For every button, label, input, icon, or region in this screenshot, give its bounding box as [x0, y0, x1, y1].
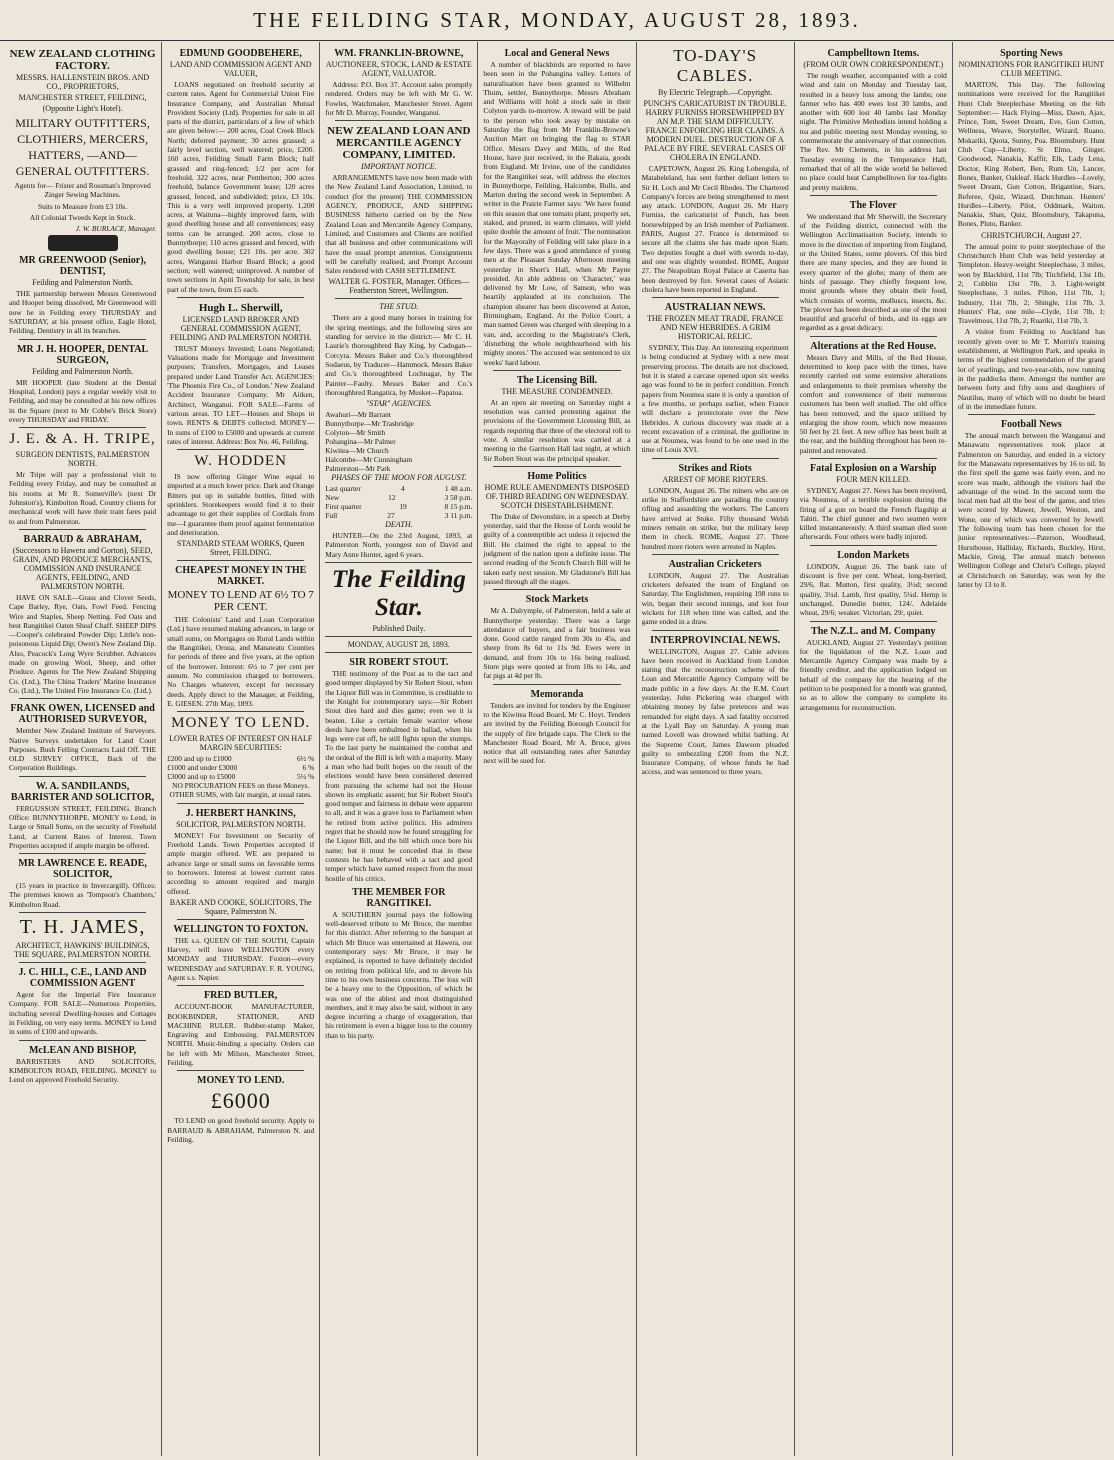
sporting-sub: NOMINATIONS FOR RANGITIKEI HUNT CLUB MEETING. [958, 60, 1105, 78]
ad-reade-body: (15 years in practice in Invercargill). Offices: The premises known as 'Tompson's Chambers,' Kimbolton Road. [9, 881, 157, 909]
ad-greenwood-place: Feilding and Palmerston North. [32, 278, 134, 288]
stud-body: There are a good many horses in training for the spring meetings, and the following sires are standing for service in the district:— Mr C. H. Laurie's thoroughbred Bay King, by Cadogan—Corcyra. Messrs Baker and Co.'s thoroughbred Sodaeus, by Traducer—Hammock. Messrs Baker and Co.'s thoroughbred Lochnagar, by The Painter—Faulty. Messrs Baker and Co.'s thoroughbred Rangatira, by Musket—Papatoa. [325, 313, 473, 397]
ad-clothing-manager: J. W. BURLACE, Manager. [75, 224, 157, 234]
column-1 [4, 42, 162, 1456]
column-4 [478, 42, 636, 1456]
list-item: Awahuri—Mr Barrant [325, 410, 391, 420]
ad-mclean-body: BARRISTERS AND SOLICITORS, KIMBOLTON ROAD, FEILDING. MONEY to Lend on approved Freehold Security. [9, 1056, 157, 1085]
ad-hankins-sub: SOLICITOR, PALMERSTON NORTH. [176, 819, 306, 829]
licensing-sub: THE MEASURE CONDEMNED. [501, 386, 613, 396]
licensing-body: At an open air meeting on Saturday night a resolution was carried protesting against the provisions of the Government Licensing Bill, as regards requiring that three of the electoral roll to vote. A similar resolution was carried at a meeting in the Garrison Hall last night, at which Sir Robert Stout was the principal speaker. [483, 397, 631, 463]
ad-money-to-lend: MONEY TO LEND. [171, 715, 311, 732]
ad-tripe-body: Mr Tripe will pay a professional visit to Feilding every Friday, and may be consulted at his rooms at Mr R. Somerville's (next Dr Johnston's), Kimbolton Road. Country clients for mechanical work will have their train fares paid to and from Palmerston. [9, 470, 157, 526]
flover-body: We understand that Mr Sherwill, the Secretary of the Feilding district, connected with the Wellington Acclimatisation Society, intends to move in the direction of importing from England, or the United States, some plovers. Of this bird there are many species, and they are found in every quarter of the globe; many of them are birds of passage. They chiefly frequent low, moist grounds where they obtain their food, which consists of worms, molluscs, insects, &c. The plover has been described as one of the most beautiful and graceful of birds, and its eggs are regarded as a great delicacy. [799, 211, 947, 333]
ad-tripe-name: J. E. & A. H. TRIPE, [9, 431, 156, 448]
ad-clothing-address: MANCHESTER STREET, FEILDING, [18, 93, 147, 102]
ad-james-name: T. H. JAMES, [19, 916, 146, 939]
ad-hodden-name: W. HODDEN [194, 453, 288, 470]
rangitikei-title: THE MEMBER FOR RANGITIKEI. [352, 886, 446, 909]
visitor-body: A visitor from Feilding to Auckland has recently given over to Mr T. Morrin's training establishment, at Wellington Park, and speaks in terms of the highest commendation of the grand lot of yearlings, and two-year-olds, now running in the paddocks there. Amongst the number are between forty and fifty sons and daughters of Nautilus, many of which will no doubt be heard of in the immediate future. [957, 327, 1105, 411]
paper-title: The Feilding Star. [331, 566, 466, 622]
local-news-body: A number of blackbirds are reported to have been seen in the Pohangina valley. Letters of naturalisation have been granted to Wilhelm Thum, settler, Bunnythorpe. Messrs Abraham and Williams will hold a stock sale in their Colyton yards to-morrow. A reward will be paid to the person who took away by mistake on Saturday the flag from Mr Franklin-Browne's Auction Mart on bringing the flag to STAR Office. Messrs Davy and Mills, of the Red House, have just received, in the Rakaia, goods from England. Mr Irvine, one of the candidates for the Rangitikei seat, will address the electors in Bunnythorpe, Feilding, Halcombe, Bulls, and Marton during the second week in September. A writer in the Prairie Farmer says: 'We have found on this season that one tomato plant, properly set, staked, and pruned, in warm climates, will yield quite double the amount of fruit.' The nomination for the Mayoralty of Feilding will take place in a few days. There was a good attendance of young men at the Pleasant Sunday Afternoon meeting yesterday in Short's Hall, when Mr Payne presided. An able address on 'Character,' was delivered by Mr Low, of Sanson, who was heartily applauded at its conclusion. The champion shearer has been discovered at Aston, Birmingham, England. At the Police Court, a man named Green was charged with sleeping in a van, and, according to the Magistrate's Clerk, 'disturbing the whole neighbourhood with his mighty snores.' The accused was sentenced to six weeks' hard labour. [483, 60, 631, 367]
nzl-company-title: The N.Z.L. and M. Company [811, 625, 936, 637]
ad-clothing-suits: Suits to Measure from £3 10s. [38, 201, 128, 211]
christchurch-body: The annual point to point steeplechase of the Christchurch Hunt Club was held yesterday at Templeton. Heavy-weight Steeplechase, 3 miles, won by Blackbird, 11st 7lb; Titchfield, 13st 1lb, 2; Cobblin 13st 7lb, 3. Light-weight Steeplechase, 3 miles. Pilton, 11st 7lb, 1; Industry, 11st 7lb, 2; Shingle, 11st 7lb, 3. Hunters' Flat, one mile—Clyde, 11st 7lb, 1; Travelmoss, 11st 7lb, 2; Ruariki, 11st 7lb, 3. [957, 241, 1105, 326]
ad-foxton-body: THE s.s. QUEEN OF THE SOUTH, Captain Harvey, will leave WELLINGTON every MONDAY and THURSDAY. Foxton—every WEDNESDAY and SATURDAY. F. R. YOUNG, Agent s.s. Napier. [167, 935, 315, 982]
ad-hooper-name: MR J. H. HOOPER, DENTAL SURGEON, [16, 343, 149, 366]
ad-reade-name: MR LAWRENCE E. READE, SOLICITOR, [18, 858, 147, 881]
ad-barraud-name: BARRAUD & ABRAHAM, [23, 533, 142, 545]
strikes-sub: ARREST OF MORE RIOTERS. [662, 474, 768, 484]
editorial-title: SIR ROBERT STOUT. [349, 657, 449, 669]
interprovincial-body: WELLINGTON, August 27. Cable advices have been received in Auckland from London stating that the reconstruction scheme of the Loan and Mercantile Agency Company will be made public in a few days. At the R.M. Court yesterday, John Pickering was charged with obtaining money by false pretences and was remanded for eight days. A sad fatality occurred at the Lyall Bay on Saturday. A young man named Lovell was drowned whilst bathing. At the Supreme Court, James Dawson pleaded guilty to embezzling £200 from the N.Z. Insurance Company, of whose funds he had access, and was sentenced to three years. [641, 646, 789, 777]
ad-cheapest-money: CHEAPEST MONEY IN THE MARKET. [175, 565, 307, 588]
campbelltown-sub: (FROM OUR OWN CORRESPONDENT.) [803, 60, 944, 69]
stud-title: THE STUD. [379, 302, 419, 312]
interprovincial-title: INTERPROVINCIAL NEWS. [650, 634, 781, 646]
editorial-body: THE testimony of the Post as to the tact and good temper displayed by Sir Robert Stout, when the Liquor Bill was in Committee, is creditable to the Knight for contemporary says:—Sir Robert Stout dies hard and dies game; even we it is beaten. Like a certain female warrior whose deeds have been embalmed in ballad, when his legs were cut off, he still fights upon the stumps. To the last party he maintained the combat and the ordeal of the Bill is left with a majority. Many a man who had built hopes on the result of the elections would have been considered deterred from pursuing the scheme had not the House shown its emphatic assent; but Sir Robert Stout's good temper and fairness in debate were apparent to all, and it was a grave loss to Parliament when he retired from active politics. His admirers regret that he should now be found struggling for the Liquor Bill, and the bill which once bore his name; but it must be conceded that in these contests he has behaved with a tact and good temper which have earned respect from the most hostile of his critics. [325, 669, 473, 883]
cricketers-title: Australian Cricketers [668, 558, 762, 570]
list-item: Bunnythorpe—Mr Trasbridge [325, 419, 414, 429]
list-item: Halcombe—Mr Cunningham [325, 455, 413, 465]
ad-goodbehere-body: LOANS negotiated on freehold security at current rates. Agent for Commercial Union Fire Insurance Company, and Australian Mutual Provident Society (Ltd). Properties for sale in all parts of the district, particulars of a few of which are given below:— 200 acres, Coal Creek Block North; deferred payment; 30 acres grassed; a fairly level section, well watered; price, £200. 160 acres, Feilding Small Farm Block; half grassed and ring-fenced; 1/2 per acre for freehold. 322 acres, near Pemberton; 300 acres freehold, balance Government lease; 120 acres grassed, fenced, and subdivided; price, £3 10s. This is a very well improved property. 1,200 acres, at Waituna—highly improved farm, with good dwelling house and all conveniences; easy terms can be arranged. 200 acres, close to Bunnythorpe; 110 acres grassed and fenced, with good dwelling house; £21 10s. per acre. 302 acres, Wanganui Harbor Board Block; a good section; well watered; uninproved. A number of town sections in Apiti Township for sale, in best part of the town, from £5 each. [167, 80, 315, 294]
stock-markets-body: Mr A. Dalrymple, of Palmerston, held a sale at Bunnythorpe yesterday. There was a large attendance of buyers, and a fair business was done. Good cattle ranged from 30s to 45s, and sheep from 8s 6d to 11s 9d. Ewes were in demand, and from 10s to 16s being realised. Store pigs were quoted at from 10s to 14s, and fat pigs at 4d per lb. [483, 606, 631, 681]
home-politics-sub: HOME RULE AMENDMENTS DISPOSED OF. THIRD READING ON WEDNESDAY. SCOTCH DISESTABLISHMENT. [484, 482, 630, 510]
london-markets-title: London Markets [837, 549, 910, 561]
ad-foxton-title: WELLINGTON TO FOXTON. [173, 923, 308, 935]
nzl-company-body: AUCKLAND, August 27. Yesterday's petition for the liquidation of the N.Z. Loan and Mercantile Agency Company was made by a friendly creditor, and the application lodged on behalf of the company for the hearing of the petition to be postponed for a month was granted, so as to allow the company to complete its arrangements for reconstruction. [799, 637, 947, 712]
column-2 [162, 42, 320, 1456]
ad-lend-title: MONEY TO LEND. [197, 1075, 285, 1087]
ad-nzloan-body: ARRANGEMENTS have now been made with the New Zealand Land Association, Limited, to conduct (for the present) THE COMMISSION AGENCY, PRODUCE, AND SHIPPING BUSINESS hitherto carried on by the New Zealand Loan and Mercantile Agency Company, Limited, and Customers and Clients are notified that all business and other communications will have the usual prompt attention. Consignments will be carefully realised, and Prompt Account Sales rendered with CASH SETTLEMENT. [325, 173, 473, 276]
ad-goodbehere-name: EDMUND GOODBEHERE, [179, 48, 302, 59]
death-body: HUNTER—On the 23rd August, 1893, at Palmerston North, youngest son of David and Mary Anne Hunter, aged 6 years. [325, 531, 473, 559]
london-markets-body: LONDON, August 26. The bank rate of discount is five per cent. Wheat, long-berried, 29/6, flat. Mutton, first quality, 3½d; second quality, 3¼d. Lamb, first quality, 5¼d. Hemp is unchanged. Dunedin butter, 124/. Adelaide wheat, 29/6; weaker. Victorian, 29/, quiet. [799, 561, 947, 618]
ad-clothing-agents: Agents for— Frister and Rossman's Improved Zinger Sewing Machines. [14, 181, 151, 200]
column-7 [953, 42, 1110, 1456]
ad-hooper-body: MR HOOPER (late Student at the Dental Hospital, London) pays a regular weekly visit to Feilding, and may be consulted at his new offices in the Square (next to Mr Cobbe's Brick Store) every THURSDAY and FRIDAY. [9, 377, 157, 424]
table-row: Full 27 3 11 p.m. [325, 511, 473, 521]
ad-james-body: ARCHITECT, HAWKINS' BUILDINGS, THE SQUARE, PALMERSTON NORTH. [14, 941, 152, 960]
ad-sherwill-body: TRUST Moneys Invested; Loans Negotiated; Valuations made for Mortgage and Investment purposes; Transfers, Mortgages, and Leases prepared under Land Transfer Act. AGENCIES: 'The Phoenix Fire Co., of London.' New Zealand Accident Insurance Company. Mr Aitken, Architect, Wanganui. FOR SALE—Farms of various areas. TO LET—Houses and Shops in town. RENTS & DEBTS collected. MONEY—In sums of £100 to £5000 and upwards at current rates of interest. Address: Box No. 46, Feilding. [167, 343, 315, 446]
home-politics-body: The Duke of Devonshire, in a speech at Derby yesterday, said that the House of Lords would be guilty of a contemptible act unless it rejected the Bill. He claimed the right to appeal to the judgment of the nation upon a definite issue. The second reading of the Scotch Church Bill will be taken early next session. Mr Gladstone's Bill has passed through all the stages. [483, 511, 631, 586]
rate-row: £200 and up to £1000 6½ % [167, 754, 315, 764]
australian-news-body: SYDNEY, This Day. An interesting experiment is being conducted at Sydney with a new meat preserving process. The details are not disclosed, but it is stated a carcase opened upon six weeks ago was found to be in perfect condition. French papers from Noumea state it is only a question of a few months, or perhaps earlier, when France will declare a protectorate over the New Hebrides. A curious discovery was made at a recent excavation of a criminal, the guillotine in use at Noumea, was found to be one used in the time of Louis XVI. [641, 343, 789, 455]
ad-hill-name: J. C. HILL, C.E., LAND AND COMMISSION AGENT [18, 967, 147, 990]
memoranda-title: Memoranda [530, 688, 584, 700]
ad-greenwood-name: MR GREENWOOD (Senior), DENTIST, [19, 255, 147, 278]
ad-clothing-firm: MESSRS. HALLENSTEIN BROS. AND CO., PROPRIETORS, [16, 73, 150, 91]
column-6 [795, 42, 953, 1456]
column-3 [320, 42, 478, 1456]
ad-owen-body: Member New Zealand Institute of Surveyors. Native Surveys undertaken for Land Court Purposes. Bush Felling Contracts Laid Off. THE OLD SURVEY OFFICE, Back of the Corporation Buildings. [9, 726, 157, 773]
ad-clothing-title: NEW ZEALAND CLOTHING FACTORY. [9, 48, 156, 72]
ad-nzloan-name: NEW ZEALAND LOAN AND MERCANTILE AGENCY COMPANY, LIMITED. [327, 125, 471, 162]
licensing-title: The Licensing Bill. [516, 374, 598, 386]
rangitikei-body: A SOUTHERN journal pays the following well-deserved tribute to Mr Bruce, the member for this district. After referring to the banquet at which Mr Bruce was entertained at Hawera, our contemporary says: Mr Bruce, it may be explained, is reported to have definitely decided on retiring from political life, and to devote his time to his own business concerns. The loss will be a heavy one to the Opposition, of which he was one of the ablest and most distinguished members, and it may also be said, without in any degree incurring a charge of exaggeration, that his retirement is even a bigger loss to the country than to his party. [325, 909, 473, 1040]
moon-table [325, 484, 472, 520]
explosion-sub: FOUR MEN KILLED. [836, 474, 911, 484]
strikes-title: Strikes and Riots [678, 462, 752, 474]
ad-hooper-place: Feilding and Palmerston North. [32, 366, 134, 376]
cables-sub: By Electric Telegraph.—Copyright. [657, 88, 773, 97]
ad-barraud-body: HAVE ON SALE—Grass and Clover Seeds, Cape Barley, Rye, Oats, Fowl Feed. Fencing Wire and Staples, Sheep Netting. Fed Oats and best Rangitikei Oaten Sheaf Chaff. SHEEP DIPS—Cooper's celebrated Powder Dip; Little's non-poisonous Liquid Dip; Owen's New Zealand Dip. Also, Peacock's Long Wyre Scrubber. Advances made on growing Wool, Sheep, and other Produce. Agents for The New Zealand Shipping Co. (Ltd.), The China Traders' Marine Insurance Co. (Ltd.), The United Fire Insurance Co. (Ltd.). [9, 592, 157, 695]
ad-nzloan-sig: WALTER G. FOSTER, Manager. Offices—Featherston Street, Wellington. [328, 277, 470, 296]
local-news-title: Local and General News [504, 48, 610, 59]
ad-hill-body: Agent for the Imperial Fire Insurance Company. FOR SALE—Numerous Properties, including several Dwelling-houses and Cottages in Feilding, on very easy terms. MONEY to Lend in sums of £100 and upwards. [9, 990, 157, 1037]
ad-browne-sub: AUCTIONEER, STOCK, LAND & ESTATE AGENT, VALUATOR. [325, 60, 472, 78]
ad-goodbehere-sub: LAND AND COMMISSION AGENT AND VALUER, [169, 60, 312, 78]
football-title: Football News [1000, 419, 1062, 431]
rate-row: £3000 and up to £5000 5½ % [167, 772, 315, 782]
paper-date: MONDAY, AUGUST 28, 1893. [347, 640, 450, 650]
list-item: Colyton—Mr Smith [325, 428, 386, 438]
campbelltown-body: The rough weather, accompanied with a cold wind and rain on Monday and Tuesday last, resulted in a heavy loss among the lambs; one farmer who has 400 ewes lost 30 lambs, and another with 600 lost 40 lambs last Monday night. The Primitive Methodists intend holding a tea and public meeting next Monday evening, to commemorate the anniversary of that connection. The Rev. Mr Clements, in his address last Tuesday evening in the Temperance Hall, remarked that of all the wide world he believed no place could beat Campbelltown for tea-fights and pretty maidens. [799, 71, 947, 192]
ad-barraud-sub: (Successors to Hawera and Gorton), SEED, GRAIN, AND PRODUCE MERCHANTS, COMMISSION AND INSURANCE AGENTS, FEILDING, AND PALMERSTON NORTH. [12, 545, 153, 591]
ad-mclean-name: McLEAN AND BISHOP, [28, 1044, 137, 1056]
strikes-body: LONDON, August 26. The miners who are on strike in Staffordshire are parading the country rifling and assaulting the workers. The Lancers have arrived at Stoke. Fifty thousand Welsh miners remain on strike, but the military keep them in check. ROME, August 27. Three hundred more rioters were arrested in Naples. [641, 485, 789, 551]
ad-rates-tail: NO PROCURATION FEES on these Moneys. OTHER SUMS, with fair margin, at usual rates. [169, 781, 312, 800]
ad-owen-name: FRANK OWEN, LICENSED and AUTHORISED SURVEYOR, [10, 703, 155, 726]
list-item: Pohangina—Mr Palmer [325, 437, 396, 447]
cables-heads: PUNCH'S CARICATURIST IN TROUBLE. HARRY FURNISS HORSEWHIPPED BY AN M.P. THE SIAM DIFFICULTY. FRANCE ENFORCING HER CLAIMS. A MODERN DUEL. DESTRUCTION OF A PALACE BY FIRE. SEVERAL CASES OF CHOLERA IN ENGLAND. [643, 99, 787, 162]
red-house-body: Messrs Davy and Mills, of the Red House, determined to keep pace with the times, have recently carried out some extensive alterations and enlargements to their premises whereby the comfort and convenience of their numerous customers has been well studied. The old office has been removed, and the space utilised by enlarging the show room, which now measures 50 feet by 21 feet. A new office has been built at the rear, and the building throughout has been re-painted and renovated. [799, 352, 947, 455]
football-body: The annual match between the Wanganui and Manawatu representatives took place at Palmerston on Saturday, and ended in a victory for the Manawatu representatives by 16 to nil. In the first spell the game was fairly even, and no score was made, although the visitors had the advantage of the wind. In the second term the local men had all the best of the game, and tries were scored by Mawer, Jewell, Weston, and Wone, one of which was converted by Jewell. The following team has been chosen for the junior representatives:—Paterson, Woodhead, Hursthouse, Halliday, Richards, Buckley, Hirst, Mackie, Greig. The annual match between Wellington College and Christ's College, played at Christchurch on Saturday, was won by the latter by 13 to 8. [957, 431, 1105, 589]
ad-lower-rates: LOWER RATES OF INTEREST ON HALF MARGIN SECURITIES: [169, 734, 313, 753]
list-item: Kiwitea—Mr Church [325, 446, 389, 456]
ad-clothing-tweeds: All Colonial Tweeds Kept in Stock. [29, 212, 136, 222]
ad-hankins-name: J. HERBERT HANKINS, [185, 807, 296, 819]
rate-row: £1000 and under £3000 6 % [167, 763, 315, 773]
ad-browne-name: WM. FRANKLIN-BROWNE, [334, 48, 464, 59]
memoranda-body: Tenders are invited for tenders by the Engineer to the Kiwitea Road Board, Mr C. Hoyt. Tenders are invited by the Feilding Borough Council for the supply of fire brigade caps. The Clerk to the Manchester Road Board, Mr A. Bruce, gives notice that all outstanding rates after Saturday next will be sued for. [483, 700, 631, 766]
masthead [0, 0, 1114, 41]
star-agencies-title: "STAR" AGENCIES. [365, 399, 432, 409]
ad-steam-works: STANDARD STEAM WORKS, Queen Street, FEILDING. [176, 539, 305, 558]
ad-butler-body: ACCOUNT-BOOK MANUFACTURER, BOOKBINDER, STATIONER, AND MACHINE RULER. Rubber-stamp Maker, Engraving and Embossing. PALMERSTON NORTH. Music-binding a specialty. Orders can be left with Mr Milson, Manchester Street, Feilding. [167, 1002, 315, 1068]
home-politics-title: Home Politics [527, 470, 587, 482]
table-row: New 12 3 58 p.m. [325, 493, 473, 503]
ad-lend-amount: £6000 [210, 1088, 271, 1114]
campbelltown-title: Campbelltown Items. [827, 48, 920, 59]
cables-title: TO-DAY'S CABLES. [673, 46, 758, 85]
ad-sherwill-name: Hugh L. Sherwill, [198, 301, 283, 314]
australian-news-title: AUSTRALIAN NEWS. [664, 302, 766, 314]
newspaper-page [4, 42, 1110, 1456]
sporting-body: MARTON, This Day. The following nominations were received for the Rangitikei Hunt Club Steeplechase Meeting on the 6th September:— Hack Flying—Miss, Dawn, Ajax, Prince, Tom, Sweet Dream, Eve, Gun Cotton, Wellness, Weave, Storyteller, Wizard, Ruano, Mokariki, Quota, Sunny, Poa. Bloomsbury. Hunt Club Cup—Liberty, St Elmo, Ginger, Goodwood, Nanakia, Kaffir, Elk, Lady Lena, Doctor, King Robert, Ben, Rum Un, Lancer, Bones, Banker, Oakleaf. Hack Hurdles—Lovely, Sweet Dream, Gun Cotton, Brigantine, Stars, Referee, Quiz, Wizard, Dutchman. Hunters' Hurdles—Liberty, Pilot, Oddmark, Waiton, Nanakia, Shan, Quiz, Bloomsbury, Takapuna, Bones, Pluto, Banker. [957, 80, 1105, 229]
flover-title: The Flover [849, 199, 897, 211]
ad-money-rate: MONEY TO LEND AT 6½ TO 7 PER CENT. [167, 589, 314, 614]
ad-clothing-trades: MILITARY OUTFITTERS, CLOTHIERS, MERCERS, HATTERS, —AND— GENERAL OUTFITTERS. [15, 116, 150, 178]
ad-butler-name: FRED BUTLER, [204, 990, 278, 1002]
paper-sub: Published Daily. [372, 624, 426, 634]
table-row: Last quarter 4 1 48 a.m. [325, 484, 473, 494]
table-row: First quarter 19 8 15 p.m. [325, 502, 473, 512]
ad-sherwill-sub: LICENSED LAND BROKER AND GENERAL COMMISSION AGENT, FEILDING AND PALMERSTON NORTH. [170, 314, 312, 342]
death-title: DEATH. [385, 520, 413, 530]
cricketers-body: LONDON, August 27. The Australian cricketers defeated the team of England on Saturday. The Englishmen, requiring 198 runs to win, began their second innings, and lost four wickets for 118 when time was called, and the game ended in a draw. [641, 570, 789, 627]
ad-tripe-title: SURGEON DENTISTS, PALMERSTON NORTH. [15, 450, 150, 469]
ad-colonists-body: THE Colonists' Land and Loan Corporation (Ltd.) have resumed making advances, in large or small sums, on Mortgages on Rural Lands within the Rangitikei, Oroua, and Manawatu Counties for periods of three and five years, at the option of the borrower. Interest: 6½ to 7 per cent per annum. No commission charged to borrowers. No Charges whatever, except for necessary deeds. Apply direct to the Manager, at Feilding, E. GIESEN. 27th May, 1893. [167, 615, 315, 708]
ad-hodden-body: IS now offering Ginger Wine equal to imported at a much lower price. Dark and Orange Bitters put up in suitable bottles, fitted with sprinklers. Storekeepers would find it to their advantage to get their supplies of Cordials from me—I guarantee them proof against fermentation and deterioration. [167, 472, 315, 537]
moon-title: PHASES OF THE MOON FOR AUGUST. [331, 473, 467, 483]
stock-markets-title: Stock Markets [525, 594, 589, 606]
ad-baker-cooke: BAKER AND COOKE, SOLICITORS, The Square, Palmerston N. [169, 897, 312, 916]
list-item: Palmerston—Mr Park [325, 464, 391, 474]
sporting-title: Sporting News [1000, 48, 1063, 59]
explosion-body: SYDNEY, August 27. News has been received, via Noumea, of a terrible explosion during the firing of a gun on board the French flagship at Tahiti. The chief gunner and two seamen were killed instantaneously. A third seaman died soon afterwards. Four others were badly injured. [799, 485, 947, 542]
red-house-title: Alterations at the Red House. [810, 340, 937, 352]
ad-nzloan-notice: IMPORTANT NOTICE. [360, 162, 437, 172]
column-5 [637, 42, 795, 1456]
australian-news-sub: THE FROZEN MEAT TRADE. FRANCE AND NEW HEBRIDES. A GRIM HISTORICAL RELIC. [646, 314, 784, 342]
ad-sandilands-body: FERGUSSON STREET, FEILDING. Branch Office: BUNNYTHORPE. MONEY to Lend, in Large or Small Sums, on the security of Freehold Land, at Current Rates of Interest. Town Properties accepted if ample margin be offered. [9, 803, 157, 850]
dentist-logo [48, 235, 118, 251]
ad-hankins-body: MONEY! For Investment on Security of Freehold Lands. Town Properties accepted if ample margin offered. WE are prepared to advance large or small sums on favorable terms to borrowers. Interest at lowest current rates according to amount required and margin offered. [167, 830, 315, 896]
rates-table [167, 754, 314, 781]
christchurch-title: CHRISTCHURCH, August 27. [981, 230, 1082, 240]
cables-body: CAPETOWN, August 26. King Lobengula, of Matabeleland, has sent further defiant letters to Sir H. Loch and Mr Cecil Rhodes. The Chartered Company's forces are being strengthened to meet any attack. LONDON, August 26. Mr Harry Furniss, the caricaturist of Punch, has been horsewhipped by an Irish member of Parliament. PARIS, August 27. France is determined to secure all the claims she has made upon Siam. Two deputies fought a duel with swords to-day, and one was slightly wounded. ROME, August 27. The Neapolitan Royal Palace at Caserta has been destroyed by fire. Several cases of Asiatic cholera have been reported in England. [641, 164, 789, 294]
agencies-list [325, 410, 472, 473]
ad-browne-body: Address: P.O. Box 37. Account sales promptly rendered. Orders may be left with Mr G. W. Fowles, Watchmaker, Manchester Street. Agent for Mr D. Murray, Founder, Wanganui. [325, 80, 473, 117]
ad-greenwood-body: THE partnership between Messrs Greenwood and Hooper being dissolved, Mr Greenwood will now be in Feilding every THURSDAY and SATURDAY, at his present office, Eagle Hotel, Feilding. Dentistry in all its branches. [9, 289, 157, 336]
ad-clothing-opposite: (Opposite Light's Hotel). [42, 104, 123, 113]
masthead-title: THE FEILDING STAR, MONDAY, AUGUST 28, 1893. [253, 7, 861, 32]
ad-sandilands-name: W. A. SANDILANDS, BARRISTER AND SOLICITOR, [10, 780, 155, 803]
ad-lend-body: TO LEND on good freehold security. Apply to BARRAUD & ABRAHAM, Palmerston N. and Feilding. [167, 1116, 315, 1144]
explosion-title: Fatal Explosion on a Warship [810, 462, 937, 474]
